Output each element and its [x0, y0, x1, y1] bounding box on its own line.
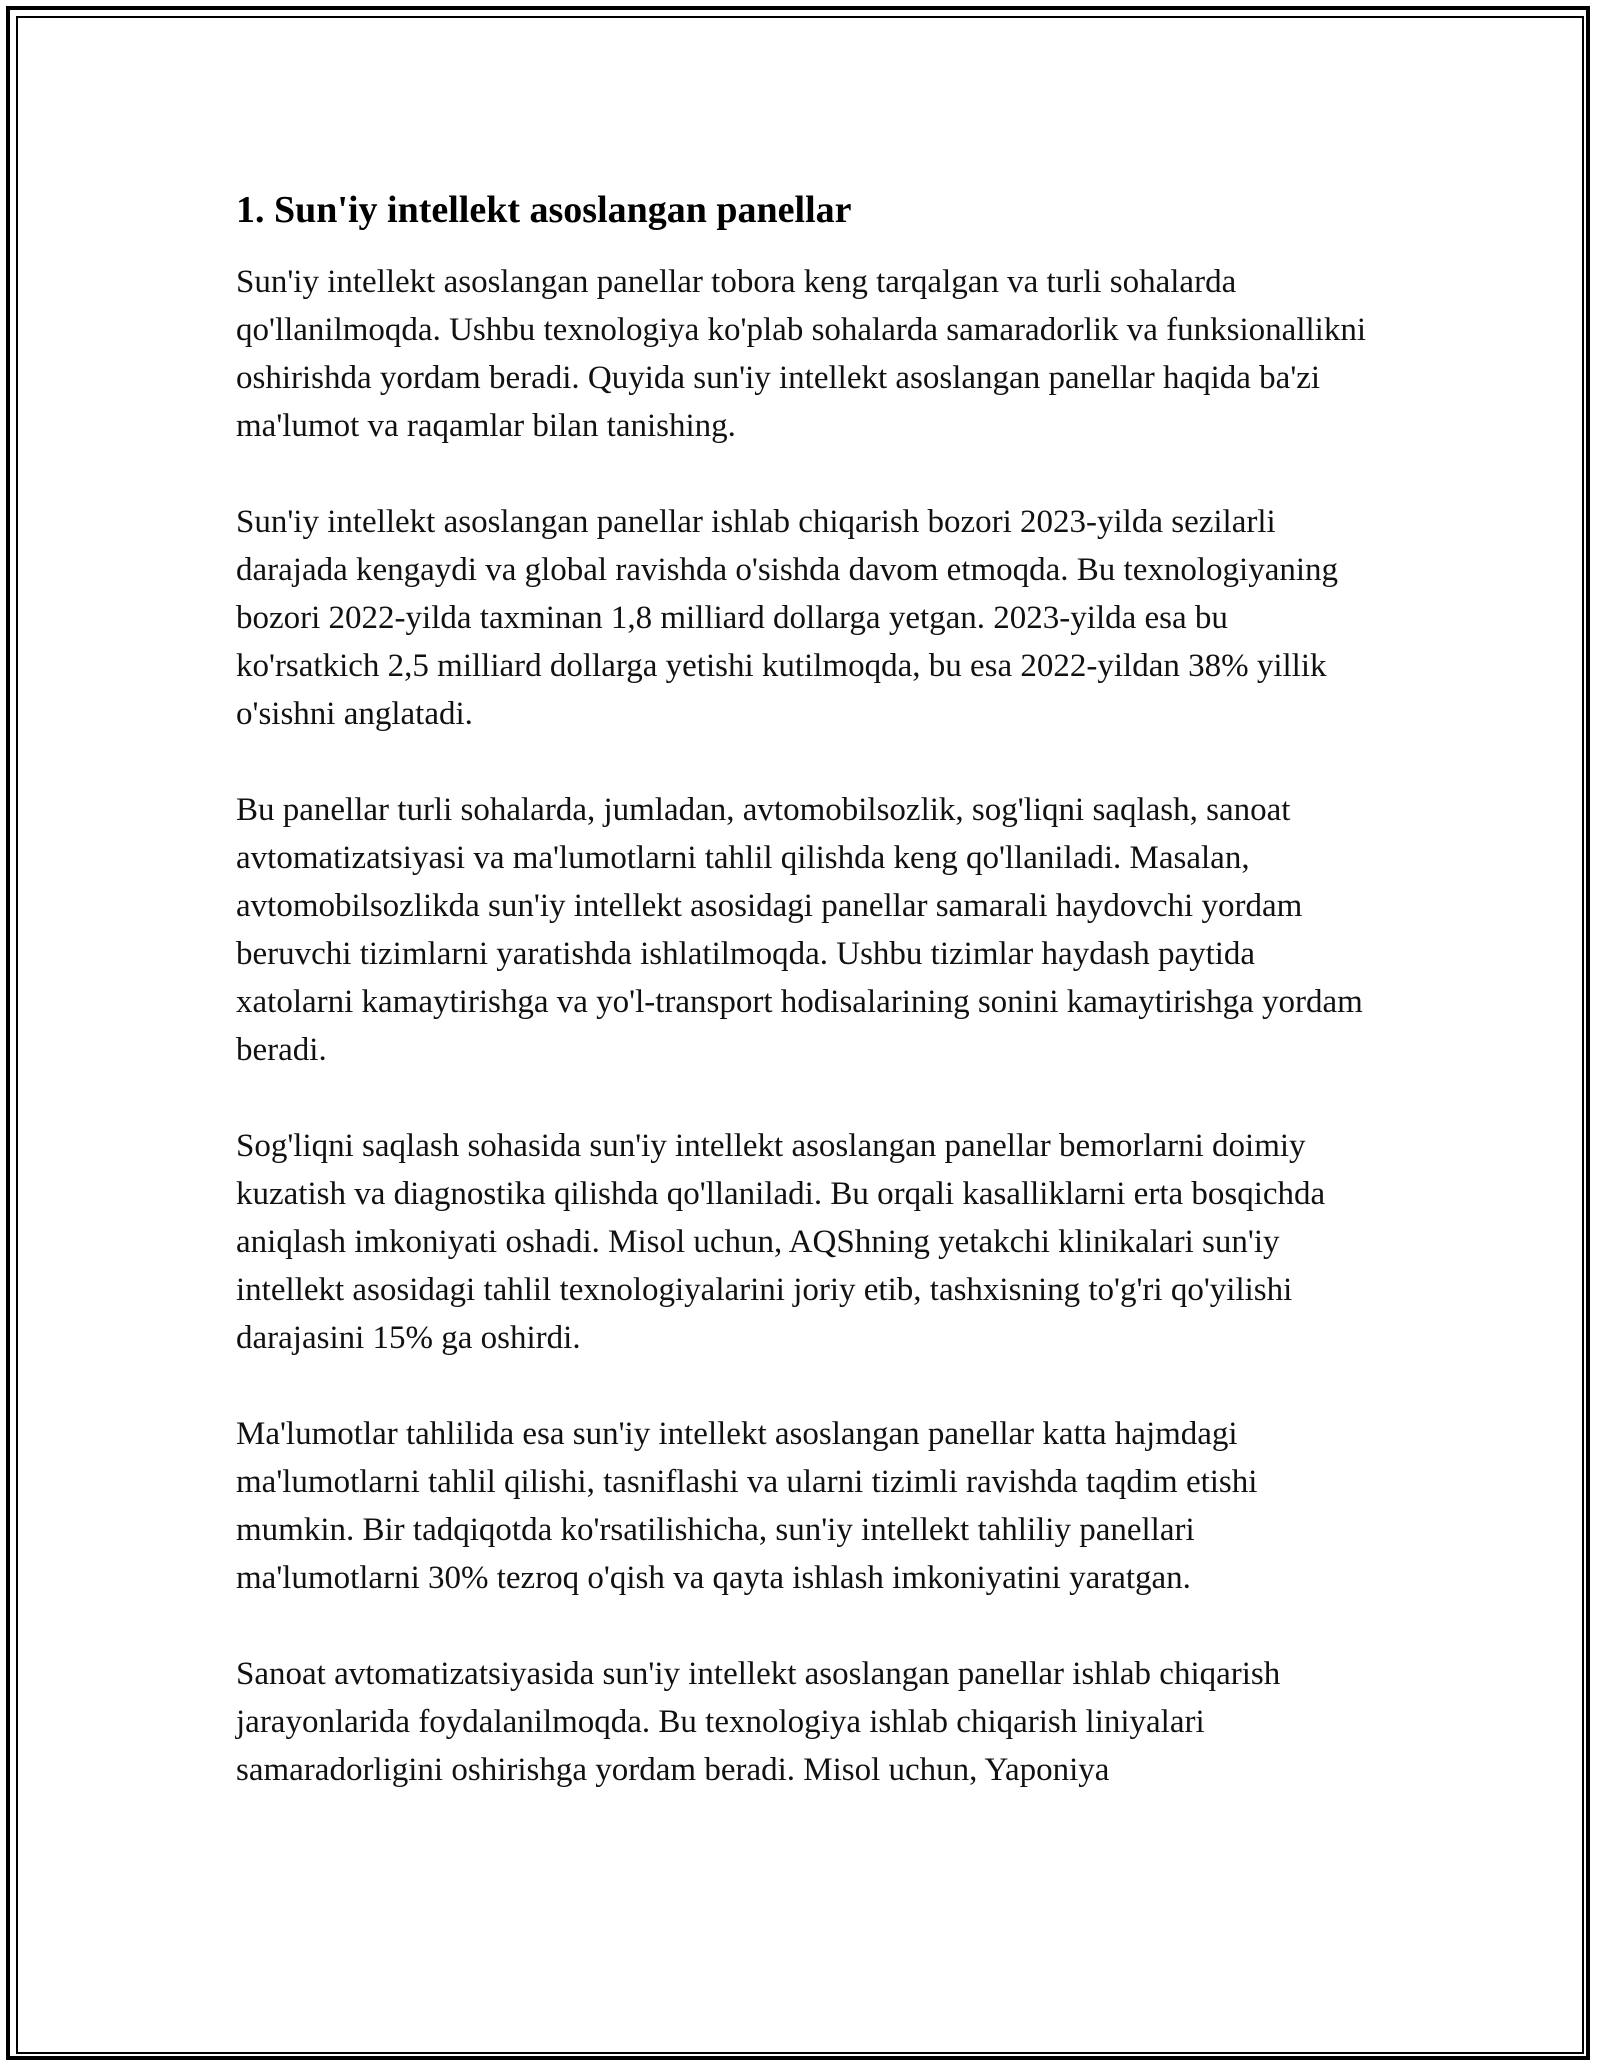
paragraph-market: Sun'iy intellekt asoslangan panellar ishlab chiqarish bozori 2023-yilda sezilarli darajada kengaydi va global ravishda o'sishda davom etmoqda. Bu texnologiyaning bozori 2022-yilda taxminan 1,8 milliard dollarga yetgan. 2023-yilda esa bu ko'rsatkich 2,5 milliard dollarga yetishi kutilmoqda, bu esa 2022-yildan 38% yillik o'sishni anglatadi. — [236, 504, 1339, 732]
paragraph-applications: Bu panellar turli sohalarda, jumladan, avtomobilsozlik, sog'liqni saqlash, sanoat avtomatizatsiyasi va ma'lumotlarni tahlil qilishda keng qo'llaniladi. Masalan, avtomobilsozlikda sun'iy intellekt asosidagi panellar samarali haydovchi yordam beruvchi tizimlarni yaratishda ishlatilmoqda. Ushbu tizimlar haydash paytida xatolarni kamaytirishga va yo'l-transport hodisalarining sonini kamaytirishga yordam beradi. — [236, 792, 1363, 1068]
paragraph-intro: Sun'iy intellekt asoslangan panellar tobora keng tarqalgan va turli sohalarda qo'llanilmoqda. Ushbu texnologiya ko'plab sohalarda samaradorlik va funksionallikni oshirishda yordam beradi. Quyida sun'iy intellekt asoslangan panellar haqida ba'zi ma'lumot va raqamlar bilan tanishing. — [236, 264, 1366, 444]
section-heading: 1. Sun'iy intellekt asoslangan panellar — [236, 189, 852, 231]
paragraph-healthcare: Sog'liqni saqlash sohasida sun'iy intellekt asoslangan panellar bemorlarni doimiy kuzatish va diagnostika qilishda qo'llaniladi. Bu orqali kasalliklarni erta bosqichda aniqlash imkoniyati oshadi. Misol uchun, AQShning yetakchi klinikalari sun'iy intellekt asosidagi tahlil texnologiyalarini joriy etib, tashxisning to'g'ri qo'yilishi darajasini 15% ga oshirdi. — [236, 1128, 1326, 1356]
paragraph-industrial-automation: Sanoat avtomatizatsiyasida sun'iy intellekt asoslangan panellar ishlab chiqarish jarayonlarida foydalanilmoqda. Bu texnologiya ishlab chiqarish liniyalari samaradorligini oshirishga yordam beradi. Misol uchun, Yaponiya — [236, 1656, 1281, 1788]
paragraph-data-analysis: Ma'lumotlar tahlilida esa sun'iy intellekt asoslangan panellar katta hajmdagi ma'lumotlarni tahlil qilishi, tasniflashi va ularni tizimli ravishda taqdim etishi mumkin. Bir tadqiqotda ko'rsatilishicha, sun'iy intellekt tahliliy panellari ma'lumotlarni 30% tezroq o'qish va qayta ishlash imkoniyatini yaratgan. — [236, 1416, 1258, 1596]
document-body — [236, 186, 1376, 1794]
